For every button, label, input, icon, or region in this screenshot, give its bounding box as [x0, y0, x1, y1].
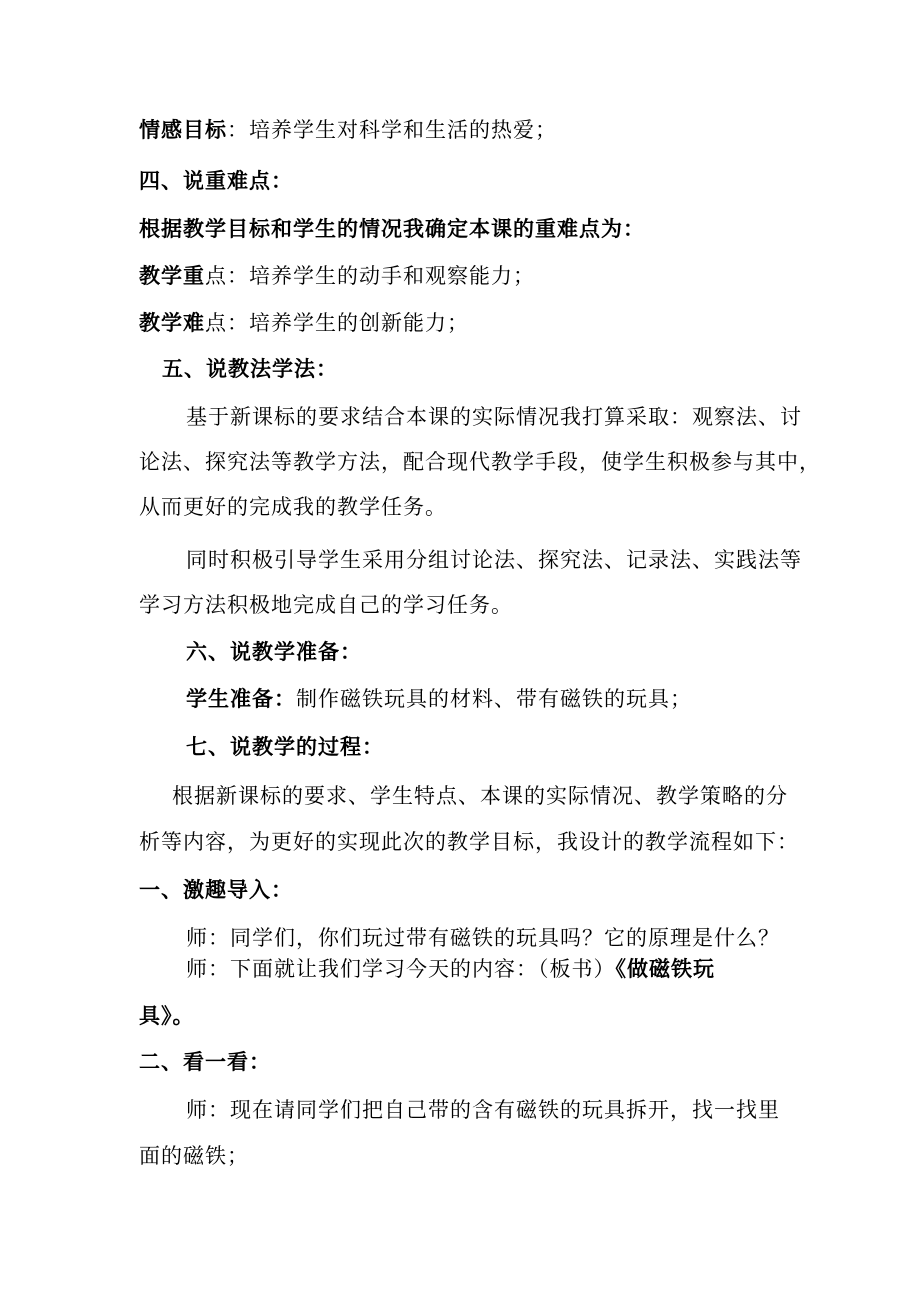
key-point-line	[139, 262, 535, 290]
step1-line1: 师：同学们，你们玩过带有磁铁的玩具吗？它的原理是什么？	[186, 926, 780, 950]
section4-intro: 根据教学目标和学生的情况我确定本课的重难点为：	[139, 217, 645, 241]
section7-heading: 七、说教学的过程：	[186, 735, 384, 759]
step1-heading: 一、激趣导入：	[139, 878, 293, 902]
section5-para1-line3: 从而更好的完成我的教学任务。	[139, 495, 447, 519]
step2-heading: 二、看一看：	[139, 1050, 271, 1074]
step1-line2-title: 《做磁铁玩	[615, 957, 715, 981]
emotion-goal-label: 情感目标	[139, 118, 227, 142]
step1-line3-title: 具》。	[139, 1004, 195, 1028]
key-point-label: 教学重	[139, 264, 205, 288]
step2-line2: 面的磁铁；	[139, 1144, 249, 1168]
emotion-goal-text: ：培养学生对科学和生活的热爱；	[227, 118, 557, 142]
student-prep-label: 学生准备：	[186, 687, 296, 711]
section7-para-line2: 析等内容，为更好的实现此次的教学目标，我设计的教学流程如下：	[139, 830, 799, 854]
section7-para-line1: 根据新课标的要求、学生特点、本课的实际情况、教学策略的分	[172, 784, 788, 808]
student-prep-line	[186, 685, 692, 713]
step2-line1: 师：现在请同学们把自己带的含有磁铁的玩具拆开，找一找里	[186, 1098, 780, 1122]
difficult-point-line	[139, 309, 469, 337]
section5-para1-line1: 基于新课标的要求结合本课的实际情况我打算采取：观察法、讨	[186, 405, 802, 429]
difficult-point-text: 点：培养学生的创新能力；	[205, 311, 469, 335]
section5-para1-line2: 论法、探究法等教学方法，配合现代教学手段，使学生积极参与其中，	[139, 450, 821, 474]
emotion-goal-line	[139, 116, 557, 144]
section5-para2-line2: 学习方法积极地完成自己的学习任务。	[139, 593, 513, 617]
key-point-text: 点：培养学生的动手和观察能力；	[205, 264, 535, 288]
section4-heading: 四、说重难点：	[139, 169, 293, 193]
section6-heading: 六、说教学准备：	[186, 640, 362, 664]
section5-para2-line1: 同时积极引导学生采用分组讨论法、探究法、记录法、实践法等	[186, 548, 802, 572]
difficult-point-label: 教学难	[139, 311, 205, 335]
step1-line2-regular: 师：下面就让我们学习今天的内容：（板书）	[186, 957, 616, 981]
step1-line2	[186, 955, 715, 983]
section5-heading: 五、说教法学法：	[162, 357, 338, 381]
student-prep-text: 制作磁铁玩具的材料、带有磁铁的玩具；	[296, 687, 692, 711]
